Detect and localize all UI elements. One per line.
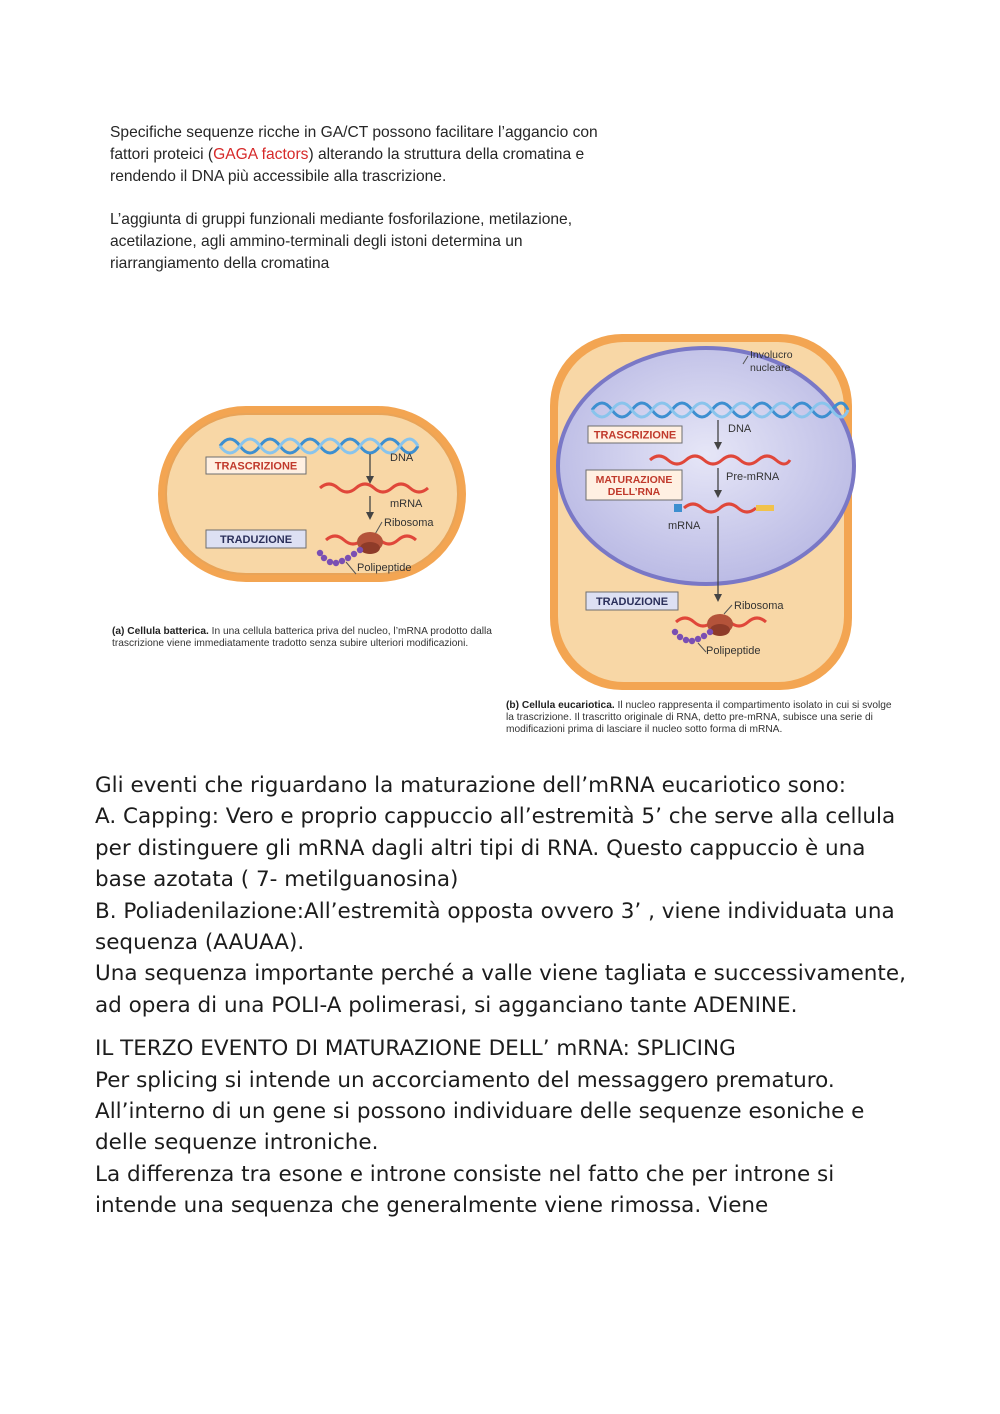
paragraph-intro: Gli eventi che riguardano la maturazione dell’mRNA eucariotico sono:	[95, 773, 846, 798]
body-text	[95, 770, 915, 1222]
bacterial-ribosome-small	[360, 542, 380, 554]
involucro-label-2: nucleare	[750, 362, 791, 374]
intro-paragraph-histones: L’aggiunta di gruppi funzionali mediante fosforilazione, metilazione, acetilazione, agli ammino-terminali degli istoni determina un riarrangiamento della cromatina	[110, 211, 573, 272]
bacterial-polipeptide-label: Polipeptide	[357, 562, 412, 574]
paragraph-esoni-introni: All’interno di un gene si possono individuare delle sequenze esoniche e delle sequenze introniche.	[95, 1099, 865, 1156]
bacterial-mrna-label: mRNA	[390, 498, 423, 510]
gaga-factors-highlight: GAGA factors	[213, 145, 309, 163]
euk-mrna-label: mRNA	[668, 520, 701, 532]
bacterial-caption: (a) Cellula batterica. In una cellula batterica priva del nucleo, l’mRNA prodotto dalla trascrizione viene immediatamente tradotto senza subire ulteriori modificazioni.	[112, 626, 492, 649]
intro-text	[110, 122, 615, 297]
figure-svg	[98, 318, 908, 758]
eukaryotic-caption: (b) Cellula eucariotica. Il nucleo rappresenta il compartimento isolato in cui si svolge la trascrizione. Il trascritto originale di RNA, detto pre-mRNA, subisce una serie di modificazioni prima di lasciare il nucleo sotto forma di mRNA.	[506, 700, 892, 735]
bacterial-traduzione-label: TRADUZIONE	[219, 534, 293, 546]
pre-mrna-label: Pre-mRNA	[726, 471, 780, 483]
paragraph-capping: A. Capping: Vero e proprio cappuccio all’estremità 5’ che serve alla cellula per distinguere gli mRNA dagli altri tipi di RNA. Questo cappuccio è una base azotata ( 7- metilguanosina)	[95, 804, 896, 893]
mrna-cap	[674, 504, 682, 512]
euk-traduzione-label: TRADUZIONE	[595, 596, 669, 608]
euk-ribosome-small	[710, 624, 730, 636]
heading-splicing: IL TERZO EVENTO DI MATURAZIONE DELL’ mRNA: SPLICING	[95, 1036, 736, 1062]
bacterial-dna-label: DNA	[390, 452, 414, 464]
maturazione-label-1: MATURAZIONE	[595, 474, 673, 486]
eukaryotic-cell	[550, 334, 854, 690]
paragraph-differenza: La differenza tra esone e introne consiste nel fatto che per introne si intende una sequenza che generalmente viene rimossa. Viene	[95, 1161, 835, 1219]
involucro-label-1: Involucro	[750, 349, 793, 361]
intro-paragraph-gaga: Specifiche sequenze ricche in GA/CT possono facilitare l’aggancio con fattori proteici (GAGA factors) alterando la struttura della cromatina e rendendo il DNA più accessibile alla trascrizione.	[110, 124, 598, 185]
bacterial-cell	[158, 406, 466, 582]
bacterial-ribosoma-label: Ribosoma	[384, 517, 434, 529]
euk-trascrizione-label: TRASCRIZIONE	[593, 429, 677, 442]
euk-polipeptide-label: Polipeptide	[706, 645, 761, 657]
bacterial-trascrizione-label: TRASCRIZIONE	[214, 460, 298, 473]
paragraph-poliadenilazione: B. Poliadenilazione:All’estremità opposta ovvero 3’ , viene individuata una sequenza (AAUAA).	[95, 898, 895, 956]
maturazione-label-2: DELL’RNA	[607, 486, 661, 498]
euk-dna-label: DNA	[728, 423, 752, 435]
paragraph-poli-a: Una sequenza importante perché a valle viene tagliata e successivamente, ad opera di una POLI-A polimerasi, si agganciano tante ADENINE.	[95, 961, 906, 1018]
nucleus	[558, 348, 854, 584]
euk-ribosoma-label: Ribosoma	[734, 600, 784, 612]
paragraph-splicing-def: Per splicing si intende un accorciamento del messaggero prematuro.	[95, 1067, 835, 1093]
cell-comparison-figure	[98, 318, 908, 758]
mrna-poly-a-tail	[756, 505, 774, 511]
